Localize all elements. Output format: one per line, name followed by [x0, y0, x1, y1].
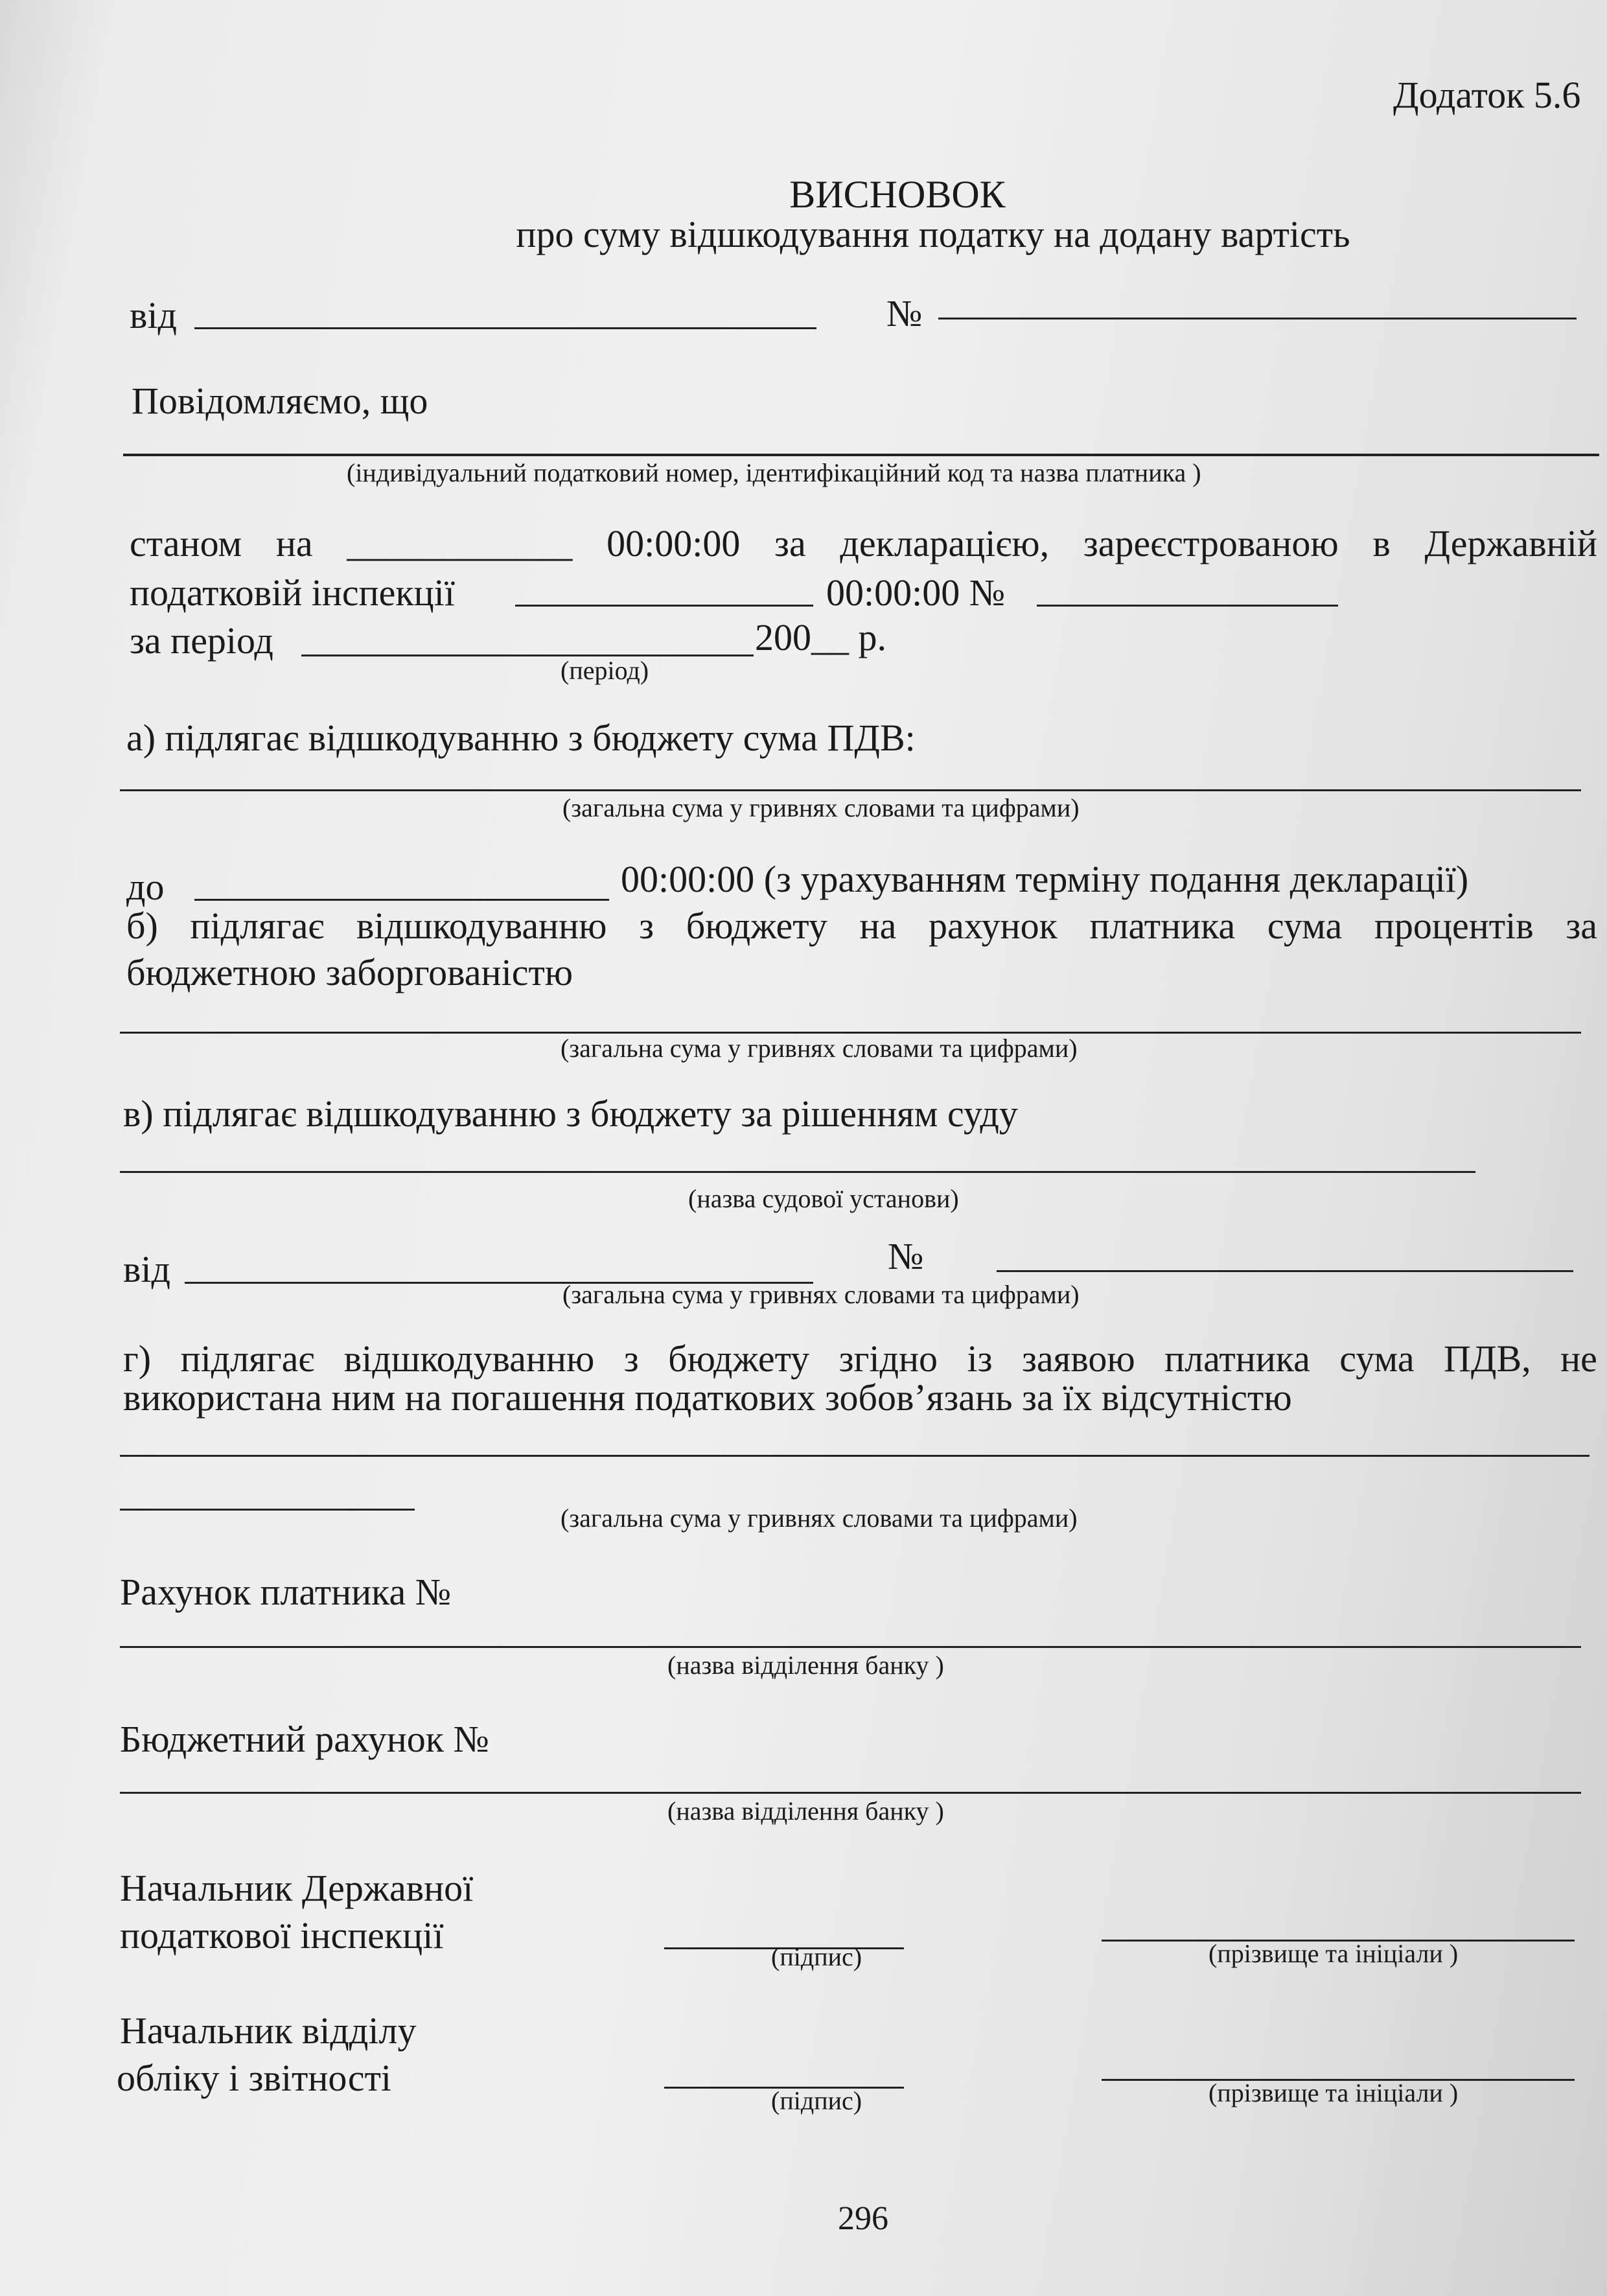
- account-line[interactable]: [120, 1646, 1581, 1648]
- number-label: №: [886, 292, 923, 334]
- period-label: за період: [130, 620, 273, 662]
- account-caption: (назва відділення банку ): [667, 1651, 944, 1680]
- budget-label: Бюджетний рахунок №: [120, 1718, 489, 1760]
- inspection-date-line[interactable]: [515, 605, 813, 607]
- sign1-title-line2: податкової інспекції: [120, 1914, 444, 1956]
- sign1-name-caption: (прізвище та ініціали ): [1208, 1939, 1459, 1968]
- account-label: Рахунок платника №: [120, 1571, 452, 1613]
- section-g-word: відшкодуванню: [343, 1338, 595, 1380]
- section-g-word: згідно: [838, 1338, 938, 1380]
- until-text: 00:00:00 (з урахуванням терміну подання декларації): [621, 858, 1469, 900]
- section-g-caption: (загальна сума у гривнях словами та цифрами): [561, 1503, 1078, 1533]
- section-g-word: бюджету: [668, 1338, 810, 1380]
- period-field-line[interactable]: [301, 655, 754, 656]
- section-g-word: із: [967, 1338, 993, 1380]
- section-b-line-2: бюджетною заборгованістю: [126, 951, 573, 993]
- section-b-word: за: [1566, 905, 1597, 947]
- section-g-word: ПДВ,: [1444, 1338, 1531, 1380]
- status-word: 00:00:00: [607, 522, 741, 564]
- section-b-word: відшкодуванню: [356, 905, 607, 947]
- court-from-label: від: [123, 1248, 171, 1290]
- until-label: до: [126, 866, 165, 908]
- appendix-label: Додаток 5.6: [1393, 74, 1581, 116]
- section-g-line-1: [123, 1340, 1597, 1378]
- document-subtitle: про суму відшкодування податку на додану вартість: [516, 213, 1350, 255]
- court-sum-caption: (загальна сума у гривнях словами та цифрами): [562, 1280, 1080, 1309]
- status-line-1: [130, 522, 1597, 564]
- court-name-line[interactable]: [120, 1171, 1475, 1173]
- section-a-text: а) підлягає відшкодуванню з бюджету сума ПДВ:: [126, 717, 916, 759]
- court-caption: (назва судової установи): [688, 1184, 959, 1213]
- section-g-line-2: використана ним на погашення податкових зобов’язань за їх відсутністю: [123, 1376, 1292, 1419]
- section-g-word: платника: [1164, 1338, 1310, 1380]
- sign2-title-line1: Начальник відділу: [120, 2010, 417, 2052]
- section-g-word: г): [123, 1338, 152, 1380]
- section-b-caption: (загальна сума у гривнях словами та цифрами): [561, 1034, 1078, 1063]
- section-g-sum-line-2[interactable]: [120, 1509, 415, 1511]
- sign2-signature-caption: (підпис): [771, 2086, 862, 2115]
- status-word: Державній: [1424, 522, 1597, 564]
- sign2-name-caption: (прізвище та ініціали ): [1208, 2078, 1459, 2107]
- court-number-label: №: [888, 1235, 924, 1277]
- court-number-line[interactable]: [997, 1270, 1573, 1272]
- date-field-line[interactable]: [194, 327, 816, 329]
- section-b-word: на: [859, 905, 897, 947]
- section-b-word: платника: [1089, 905, 1236, 947]
- status-word: в: [1372, 522, 1391, 564]
- page-number: 296: [838, 2200, 888, 2237]
- until-date-line[interactable]: [194, 899, 609, 901]
- section-g-word: підлягає: [180, 1338, 315, 1380]
- section-g-word: сума: [1339, 1338, 1415, 1380]
- period-caption: (період): [561, 656, 649, 685]
- status-word: зареєстрованою: [1083, 522, 1339, 564]
- taxpayer-caption: (індивідуальний податковий номер, ідентифікаційний код та назва платника ): [347, 458, 1201, 487]
- section-a-caption: (загальна сума у гривнях словами та цифрами): [562, 793, 1080, 822]
- section-b-word: підлягає: [190, 905, 325, 947]
- section-g-word: не: [1560, 1338, 1597, 1380]
- section-g-sum-line-1[interactable]: [120, 1455, 1590, 1457]
- sign1-signature-caption: (підпис): [771, 1942, 862, 1971]
- status-word: станом: [130, 522, 242, 564]
- sign1-title-line1: Начальник Державної: [120, 1867, 474, 1909]
- section-b-word: бюджету: [686, 905, 827, 947]
- period-year: 200__ р.: [755, 616, 886, 658]
- document-title: ВИСНОВОК: [789, 173, 1006, 216]
- section-b-word: з: [639, 905, 654, 947]
- from-label: від: [130, 294, 178, 336]
- taxpayer-field-line[interactable]: [123, 454, 1599, 456]
- notify-text: Повідомляємо, що: [132, 380, 428, 422]
- section-b-word: рахунок: [929, 905, 1058, 947]
- declaration-number-line[interactable]: [1037, 605, 1338, 607]
- budget-caption: (назва відділення банку ): [667, 1796, 944, 1826]
- sign2-title-line2: обліку і звітності: [117, 2057, 392, 2099]
- section-b-line-1: [126, 907, 1597, 945]
- status-date-blank[interactable]: ____________: [347, 522, 573, 564]
- number-field-line[interactable]: [938, 318, 1577, 319]
- status-word: за: [774, 522, 806, 564]
- budget-line[interactable]: [120, 1792, 1581, 1794]
- status-time: 00:00:00 №: [826, 572, 1006, 614]
- section-a-sum-line[interactable]: [120, 789, 1581, 791]
- status-word: декларацією,: [840, 522, 1050, 564]
- status-word: на: [275, 522, 313, 564]
- section-b-word: б): [126, 905, 158, 947]
- section-g-word: заявою: [1022, 1338, 1135, 1380]
- section-v-text: в) підлягає відшкодуванню з бюджету за рішенням суду: [123, 1093, 1018, 1135]
- section-b-word: сума: [1267, 905, 1343, 947]
- status-line-2: податковій інспекції: [130, 572, 455, 614]
- section-g-word: з: [623, 1338, 639, 1380]
- section-b-word: процентів: [1374, 905, 1534, 947]
